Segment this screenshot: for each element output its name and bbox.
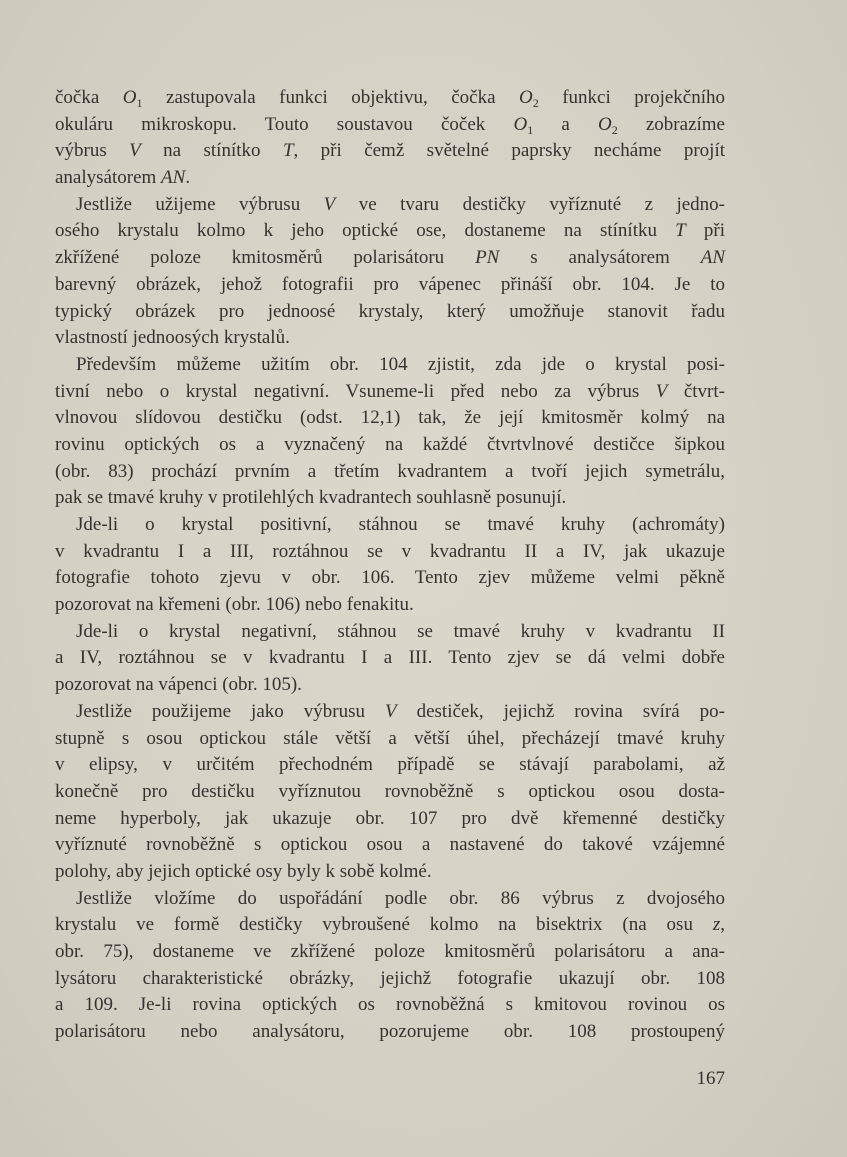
- text-run: a: [533, 113, 598, 135]
- text-run: obr. 75), dostaneme ve zkřížené poloze kmitosměrů polarisátoru a ana-: [55, 941, 725, 962]
- text-run: konečně pro destičku vyříznutou rovnoběžně s optickou osou dosta-: [55, 780, 725, 802]
- paragraph: [55, 619, 725, 699]
- text-line: [55, 245, 725, 272]
- italic-symbol: O: [122, 87, 137, 108]
- text-run: Jde-li o krystal positivní, stáhnou se tmavé kruhy (achromáty): [76, 514, 725, 535]
- text-run: čtvrt-: [667, 380, 725, 402]
- text-run: zkřížené poloze kmitosměrů polarisátoru: [55, 247, 476, 269]
- text-run: polohy, aby jejich optické osy byly k sobě kolmé.: [55, 860, 432, 882]
- text-run: při: [685, 220, 725, 242]
- text-run: okuláru mikroskopu. Touto soustavou čoček: [55, 113, 514, 135]
- italic-symbol: V: [323, 193, 336, 215]
- text-run: Jde-li o krystal negativní, stáhnou se tmavé kruhy v kvadrantu II: [76, 620, 725, 642]
- text-run: neme hyperboly, jak ukazuje obr. 107 pro dvě křemenné destičky: [55, 807, 725, 829]
- text-line: [55, 432, 725, 459]
- body-text: [55, 85, 725, 1046]
- text-line: [55, 512, 725, 539]
- text-run: barevný obrázek, jehož fotografii pro vápenec přináší obr. 104. Je to: [55, 273, 725, 295]
- text-line: [55, 218, 725, 245]
- text-run: rovinu optických os a vyznačený na každé čtvrtvlnové destičce šipkou: [55, 433, 725, 455]
- text-line: [55, 806, 725, 833]
- text-run: v elipsy, v určitém přechodném případě se stávají parabolami, až: [55, 754, 725, 776]
- text-run: vlnovou slídovou destičku (odst. 12,1) tak, že její kmitosměr kolmý na: [55, 407, 725, 429]
- text-run: polarisátoru nebo analysátoru, pozorujeme obr. 108 prostoupený: [55, 1021, 725, 1043]
- text-run: vlastností jednoosých krystalů.: [55, 327, 290, 349]
- italic-symbol: AN: [700, 247, 725, 269]
- text-run: zastupovala funkci objektivu, čočka: [142, 87, 519, 108]
- text-line: [55, 592, 725, 619]
- italic-symbol: O: [597, 113, 612, 135]
- text-line: [55, 165, 725, 192]
- text-run: Jestliže použijeme jako výbrusu: [76, 700, 385, 722]
- paragraph: [55, 512, 725, 619]
- text-run: zobrazíme: [617, 113, 725, 135]
- text-run: Jestliže užijeme výbrusu: [76, 193, 324, 215]
- text-line: [55, 645, 725, 672]
- text-run: a IV, roztáhnou se v kvadrantu I a III. Tento zjev se dá velmi dobře: [55, 647, 725, 669]
- text-line: [55, 726, 725, 753]
- text-line: [55, 619, 725, 646]
- text-run: s analysátorem: [499, 247, 701, 269]
- text-run: ve tvaru destičky vyříznuté z jedno-: [335, 193, 726, 215]
- text-line: [55, 699, 725, 726]
- text-run: .: [185, 167, 191, 189]
- text-line: [55, 565, 725, 592]
- text-line: [55, 459, 725, 486]
- italic-symbol: V: [655, 380, 668, 402]
- text-line: [55, 939, 725, 966]
- text-line: [55, 352, 725, 379]
- italic-symbol: V: [384, 700, 397, 722]
- paragraph: [55, 699, 725, 886]
- text-run: Především můžeme užitím obr. 104 zjistit, zda jde o krystal posi-: [76, 353, 725, 375]
- text-line: [55, 779, 725, 806]
- text-run: stupně s osou optickou stále větší a větší úhel, přecházejí tmavé kruhy: [55, 727, 725, 749]
- text-run: lysátoru charakteristické obrázky, jejichž fotografie ukazují obr. 108: [55, 967, 725, 989]
- italic-symbol: T: [282, 140, 294, 162]
- text-run: výbrus: [55, 140, 130, 162]
- text-run: (obr. 83) prochází prvním a třetím kvadrantem a tvoří jejich symetrálu,: [55, 460, 725, 482]
- italic-symbol: O: [513, 113, 528, 135]
- paragraph: [55, 192, 725, 352]
- text-line: [55, 672, 725, 699]
- text-line: [55, 832, 725, 859]
- page-number: 167: [696, 1068, 725, 1089]
- text-line: [55, 752, 725, 779]
- text-run: Jestliže vložíme do uspořádání podle obr. 86 výbrus z dvojosého: [76, 887, 725, 909]
- italic-symbol: V: [129, 140, 141, 162]
- text-line: [55, 966, 725, 993]
- text-line: [55, 138, 725, 165]
- text-run: fotografie tohoto zjevu v obr. 106. Tento zjev můžeme velmi pěkně: [55, 567, 725, 589]
- text-run: funkci projekčního: [538, 87, 725, 108]
- text-line: [55, 1019, 725, 1046]
- italic-symbol: PN: [475, 247, 500, 269]
- text-run: osého krystalu kolmo k jeho optické ose, dostaneme na stínítku: [55, 220, 676, 242]
- italic-symbol: T: [675, 220, 686, 242]
- text-run: typický obrázek pro jednoosé krystaly, který umožňuje stanovit řadu: [55, 300, 725, 322]
- text-run: v kvadrantu I a III, roztáhnou se v kvadrantu II a IV, jak ukazuje: [55, 540, 725, 562]
- text-run: vyříznuté rovnoběžně s optickou osou a nastavené do takové vzájemné: [55, 834, 725, 856]
- paragraph: [55, 886, 725, 1046]
- text-line: [55, 192, 725, 219]
- text-run: pozorovat na křemeni (obr. 106) nebo fenakitu.: [55, 594, 414, 616]
- paragraph: [55, 352, 725, 512]
- text-run: pozorovat na vápenci (obr. 105).: [55, 674, 302, 696]
- text-run: na stínítko: [140, 140, 283, 162]
- text-run: , při čemž světelné paprsky necháme projít: [293, 140, 725, 162]
- text-line: [55, 485, 725, 512]
- text-line: [55, 992, 725, 1019]
- subscript: 2: [611, 122, 618, 137]
- italic-symbol: z: [712, 914, 721, 936]
- text-run: čočka: [55, 87, 123, 108]
- text-line: [55, 859, 725, 886]
- text-line: [55, 912, 725, 939]
- text-line: [55, 85, 725, 112]
- subscript: 1: [136, 96, 143, 110]
- text-line: [55, 272, 725, 299]
- subscript: 2: [532, 96, 539, 110]
- text-line: [55, 325, 725, 352]
- text-run: ,: [720, 914, 725, 936]
- text-run: tivní nebo o krystal negativní. Vsuneme-li před nebo za výbrus: [55, 380, 656, 402]
- text-line: [55, 405, 725, 432]
- text-line: [55, 539, 725, 566]
- text-line: [55, 112, 725, 139]
- text-run: a 109. Je-li rovina optických os rovnoběžná s kmitovou rovinou os: [55, 994, 725, 1016]
- text-run: krystalu ve formě destičky vybroušené kolmo na bisektrix (na osu: [55, 914, 713, 936]
- text-line: [55, 379, 725, 406]
- italic-symbol: AN: [161, 167, 186, 189]
- text-line: [55, 886, 725, 913]
- text-line: [55, 299, 725, 326]
- italic-symbol: O: [519, 87, 533, 108]
- text-run: analysátorem: [55, 167, 162, 189]
- paragraph: [55, 85, 725, 192]
- text-run: pak se tmavé kruhy v protilehlých kvadrantech souhlasně posunují.: [55, 487, 567, 509]
- text-run: destiček, jejichž rovina svírá po-: [396, 700, 726, 722]
- subscript: 1: [527, 122, 534, 137]
